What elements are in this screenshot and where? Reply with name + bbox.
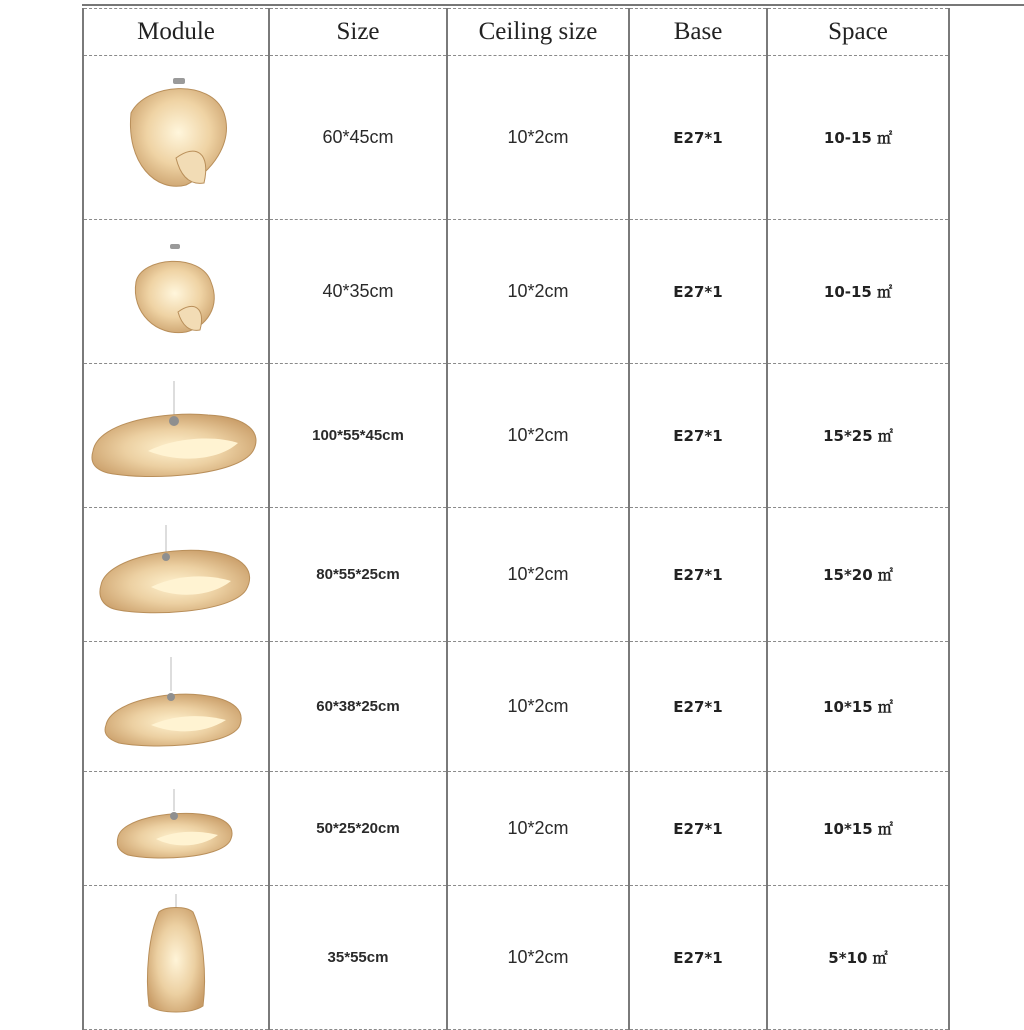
header-space: Space [767,9,949,56]
space-cell: 10*15 ㎡ [767,642,949,772]
spec-table [82,8,950,1030]
size-cell: 80*55*25cm [269,508,447,642]
size-cell: 35*55cm [269,886,447,1030]
table-row [83,220,949,364]
lamp-wave-large-image [116,73,236,203]
table-row [83,642,949,772]
top-rule [82,4,1024,6]
module-cell [83,364,269,508]
table-row [83,886,949,1030]
header-row [83,9,949,56]
size-cell: 50*25*20cm [269,772,447,886]
table-row [83,364,949,508]
base-cell: E27*1 [629,56,767,220]
space-cell: 10-15 ㎡ [767,220,949,364]
space-cell: 15*25 ㎡ [767,364,949,508]
base-cell: E27*1 [629,772,767,886]
module-cell [83,772,269,886]
ceiling-size-cell: 10*2cm [447,220,629,364]
lamp-hat-large-image [96,525,256,625]
lamp-hat-xl-image [88,381,264,491]
table-row [83,772,949,886]
ceiling-size-cell: 10*2cm [447,642,629,772]
size-cell: 60*45cm [269,56,447,220]
base-cell: E27*1 [629,642,767,772]
lamp-hat-small-image [114,789,238,869]
ceiling-size-cell: 10*2cm [447,508,629,642]
ceiling-size-cell: 10*2cm [447,886,629,1030]
base-cell: E27*1 [629,364,767,508]
module-cell [83,508,269,642]
space-cell: 5*10 ㎡ [767,886,949,1030]
module-cell [83,56,269,220]
header-base: Base [629,9,767,56]
size-cell: 60*38*25cm [269,642,447,772]
lamp-lantern-image [141,894,211,1022]
space-cell: 10-15 ㎡ [767,56,949,220]
size-cell: 100*55*45cm [269,364,447,508]
ceiling-size-cell: 10*2cm [447,772,629,886]
header-module: Module [83,9,269,56]
lamp-wave-small-image [126,242,226,342]
header-size: Size [269,9,447,56]
table-row [83,56,949,220]
space-cell: 10*15 ㎡ [767,772,949,886]
lamp-hat-medium-image [101,657,251,757]
base-cell: E27*1 [629,886,767,1030]
base-cell: E27*1 [629,220,767,364]
table-row [83,508,949,642]
module-cell [83,886,269,1030]
module-cell [83,220,269,364]
ceiling-size-cell: 10*2cm [447,364,629,508]
ceiling-size-cell: 10*2cm [447,56,629,220]
header-ceiling-size: Ceiling size [447,9,629,56]
size-cell: 40*35cm [269,220,447,364]
base-cell: E27*1 [629,508,767,642]
module-cell [83,642,269,772]
space-cell: 15*20 ㎡ [767,508,949,642]
